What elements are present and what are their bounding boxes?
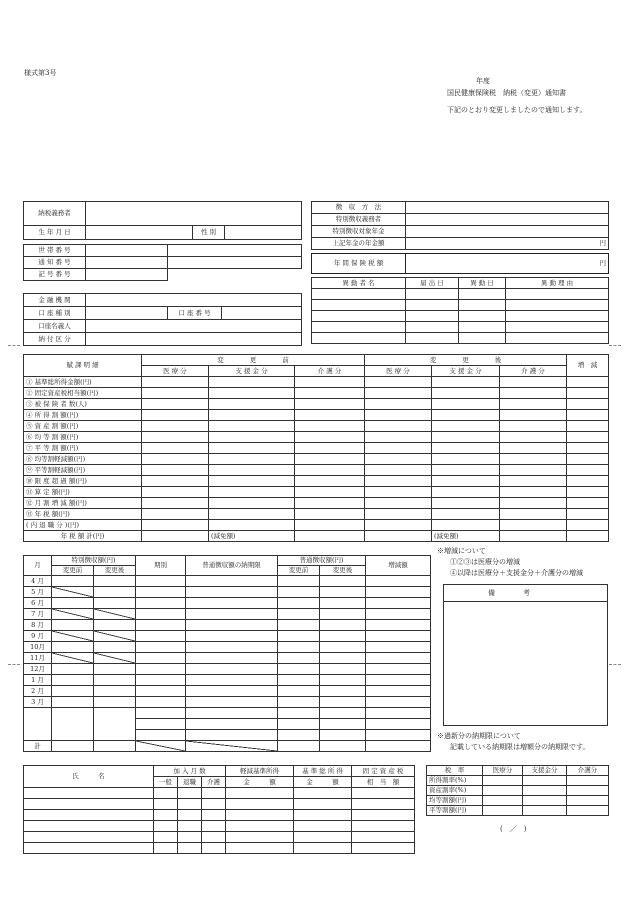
table-row: 7 月 bbox=[24, 609, 431, 620]
annual-tax-table bbox=[311, 253, 609, 274]
after-reduction: (減免額) bbox=[432, 531, 500, 542]
notice-no-label: 通 知 番 号 bbox=[24, 257, 86, 269]
table-row bbox=[24, 810, 415, 821]
increase-note-2: ④以降は医療分＋支援金分＋介護分の増減 bbox=[450, 569, 583, 577]
sex-label: 性 別 bbox=[193, 226, 225, 240]
total-label: 計 bbox=[24, 741, 52, 752]
table-row: 均等割額(円) bbox=[427, 796, 609, 806]
taxpayer-value bbox=[86, 202, 302, 226]
table-row: 6 月 bbox=[24, 598, 431, 609]
taxpayer-label: 納税義務者 bbox=[24, 202, 86, 226]
care-header: 介護 bbox=[202, 777, 226, 788]
table-row: 10月 bbox=[24, 642, 431, 653]
table-row bbox=[24, 843, 415, 854]
rate-care-header: 介護分 bbox=[567, 766, 609, 776]
table-row: 資産割率(%) bbox=[427, 786, 609, 796]
collection-table bbox=[311, 201, 609, 250]
table-row bbox=[24, 799, 415, 810]
table-row: ⑬ 年 税 額(円) bbox=[24, 509, 609, 520]
table-row: 4 月 bbox=[24, 576, 431, 587]
ordinary-before: 変更前 bbox=[278, 566, 320, 576]
base-income-header: 基 準 総 所 得 bbox=[294, 766, 352, 777]
fold-mark bbox=[609, 345, 621, 346]
annual-tax-label: 年 間 保 険 税 額 bbox=[312, 254, 406, 274]
after-medical: 医 療 分 bbox=[365, 366, 432, 377]
month-header: 月 bbox=[24, 556, 52, 576]
table-row: ② 固定資産税相当額(円) bbox=[24, 388, 609, 399]
table-row: ⑧ 均等割軽減額(円) bbox=[24, 454, 609, 465]
levy-increase-header: 増 減 bbox=[567, 355, 609, 377]
birth-label: 生 年 月 日 bbox=[24, 226, 86, 240]
pension-yen: 円 bbox=[406, 238, 609, 250]
remarks-box bbox=[443, 584, 608, 726]
total-row bbox=[24, 741, 431, 752]
reduced-amount-header: 金 額 bbox=[226, 777, 294, 788]
reduced-income-header: 軽減基準所得 bbox=[226, 766, 294, 777]
annual-tax-yen: 円 bbox=[406, 254, 609, 274]
rate-support-header: 支援金分 bbox=[523, 766, 567, 776]
ordinary-after: 変更後 bbox=[320, 566, 366, 576]
table-row: ③ 被 保 険 者 数(人) bbox=[24, 399, 609, 410]
collection-method-label: 徴 収 方 法 bbox=[312, 202, 406, 214]
household-no-label: 世 帯 番 号 bbox=[24, 245, 86, 257]
levy-before-header: 変 更 前 bbox=[142, 355, 365, 366]
ordinary-header: 普通徴収額(円) bbox=[278, 556, 366, 566]
bank-table bbox=[23, 293, 302, 346]
table-row: 5 月 bbox=[24, 587, 431, 598]
table-row bbox=[24, 821, 415, 832]
retired-header: 退職 bbox=[178, 777, 202, 788]
table-row: ④ 所 得 割 額(円) bbox=[24, 410, 609, 421]
mover-date-header: 異 動 日 bbox=[459, 278, 506, 289]
table-row: ⑥ 均 等 割 額(円) bbox=[24, 432, 609, 443]
special-obligor-label: 特別徴収義務者 bbox=[312, 214, 406, 226]
table-row: 所得割率(%) bbox=[427, 776, 609, 786]
table-row: ⑨ 平等割軽減額(円) bbox=[24, 465, 609, 476]
special-after: 変更後 bbox=[94, 566, 136, 576]
levy-table bbox=[23, 354, 609, 542]
table-row: ⑤ 資 産 割 額(円) bbox=[24, 421, 609, 432]
table-row: 11月 bbox=[24, 653, 431, 664]
property-header: 固 定 資 産 税 bbox=[352, 766, 415, 777]
table-row: ( 内 退 職 分 )(円) bbox=[24, 520, 609, 531]
page-indicator: ( ／ ) bbox=[500, 825, 527, 833]
fold-mark bbox=[609, 664, 621, 665]
mover-notify-header: 届 出 日 bbox=[406, 278, 459, 289]
past-note-title: ※過新分の納期限について bbox=[437, 732, 521, 740]
notice-text: 下記のとおり変更しましたので通知します。 bbox=[447, 106, 587, 114]
before-support: 支 援 金 分 bbox=[209, 366, 295, 377]
account-type-label: 口 座 種 別 bbox=[24, 307, 86, 320]
table-row bbox=[24, 832, 415, 843]
member-months-header: 加 入 月 数 bbox=[154, 766, 226, 777]
table-row: 年 税 額 計(円) (減免額) (減免額) bbox=[24, 531, 609, 542]
special-header: 特別徴収額(円) bbox=[52, 556, 136, 566]
table-row bbox=[24, 708, 431, 719]
before-care: 介 護 分 bbox=[295, 366, 365, 377]
table-row: ① 基準総所得金額(円) bbox=[24, 377, 609, 388]
fold-mark bbox=[8, 345, 20, 346]
taxpayer-table bbox=[23, 201, 302, 240]
increase-note-title: ※増減について bbox=[437, 547, 486, 555]
form-number: 様式第3号 bbox=[24, 69, 57, 77]
levy-title: 賦 課 明 細 bbox=[24, 355, 142, 377]
table-row: 12月 bbox=[24, 664, 431, 675]
document-title: 国民健康保険税 納税（変更）通知書 bbox=[447, 89, 566, 97]
sex-value bbox=[225, 226, 302, 240]
property-amount-header: 相 当 額 bbox=[352, 777, 415, 788]
period-header: 期別 bbox=[136, 556, 186, 576]
before-reduction: (減免額) bbox=[209, 531, 295, 542]
general-header: 一般 bbox=[154, 777, 178, 788]
members-table bbox=[23, 765, 415, 854]
increase-note-1: ①②③は医療分の増減 bbox=[450, 558, 520, 566]
rate-medical-header: 医療分 bbox=[483, 766, 523, 776]
household-table bbox=[23, 244, 302, 281]
monthly-increase-header: 増減額 bbox=[366, 556, 431, 576]
account-holder-label: 口座名義人 bbox=[24, 320, 86, 333]
levy-after-header: 変 更 後 bbox=[365, 355, 567, 366]
table-row: ⑩ 限 度 超 過 額(円) bbox=[24, 476, 609, 487]
table-row: ⑫ 月 割 増 減 額(円) bbox=[24, 498, 609, 509]
symbol-no-label: 記 号 番 号 bbox=[24, 269, 86, 281]
special-pension-label: 特別徴収対象年金 bbox=[312, 226, 406, 238]
monthly-table bbox=[23, 555, 431, 752]
special-before: 変更前 bbox=[52, 566, 94, 576]
payment-class-label: 納 付 区 分 bbox=[24, 333, 86, 346]
rates-table bbox=[426, 765, 609, 816]
account-no-label: 口 座 番 号 bbox=[168, 307, 222, 320]
base-amount-header: 金 額 bbox=[294, 777, 352, 788]
table-row: 平等割額(円) bbox=[427, 806, 609, 816]
birth-value bbox=[86, 226, 193, 240]
mover-table bbox=[311, 277, 609, 344]
table-row: 2 月 bbox=[24, 686, 431, 697]
table-row: 3 月 bbox=[24, 697, 431, 708]
past-note-body: 記載している納期限は増額分の納期限です。 bbox=[450, 743, 590, 751]
mover-reason-header: 異 動 理 由 bbox=[506, 278, 609, 289]
table-row: 1 月 bbox=[24, 675, 431, 686]
table-row: 8 月 bbox=[24, 620, 431, 631]
table-row: ⑪ 算 定 額(円) bbox=[24, 487, 609, 498]
table-row: 9 月 bbox=[24, 631, 431, 642]
fold-mark bbox=[8, 664, 20, 665]
after-support: 支 援 金 分 bbox=[432, 366, 500, 377]
table-row bbox=[24, 788, 415, 799]
fiscal-year: 年度 bbox=[476, 77, 490, 85]
rate-header: 税 率 bbox=[427, 766, 483, 776]
pension-amount-label: 上記年金の年金額 bbox=[312, 238, 406, 250]
bank-label: 金 融 機 関 bbox=[24, 294, 86, 307]
remarks-label: 備 考 bbox=[488, 589, 530, 597]
after-care: 介 護 分 bbox=[500, 366, 567, 377]
before-medical: 医 療 分 bbox=[142, 366, 209, 377]
member-name-header: 氏 名 bbox=[24, 766, 154, 788]
table-row: ⑦ 平 等 割 額(円) bbox=[24, 443, 609, 454]
mover-name-header: 異 動 者 名 bbox=[312, 278, 406, 289]
deadline-header: 普通徴収額の納期限 bbox=[186, 556, 278, 576]
